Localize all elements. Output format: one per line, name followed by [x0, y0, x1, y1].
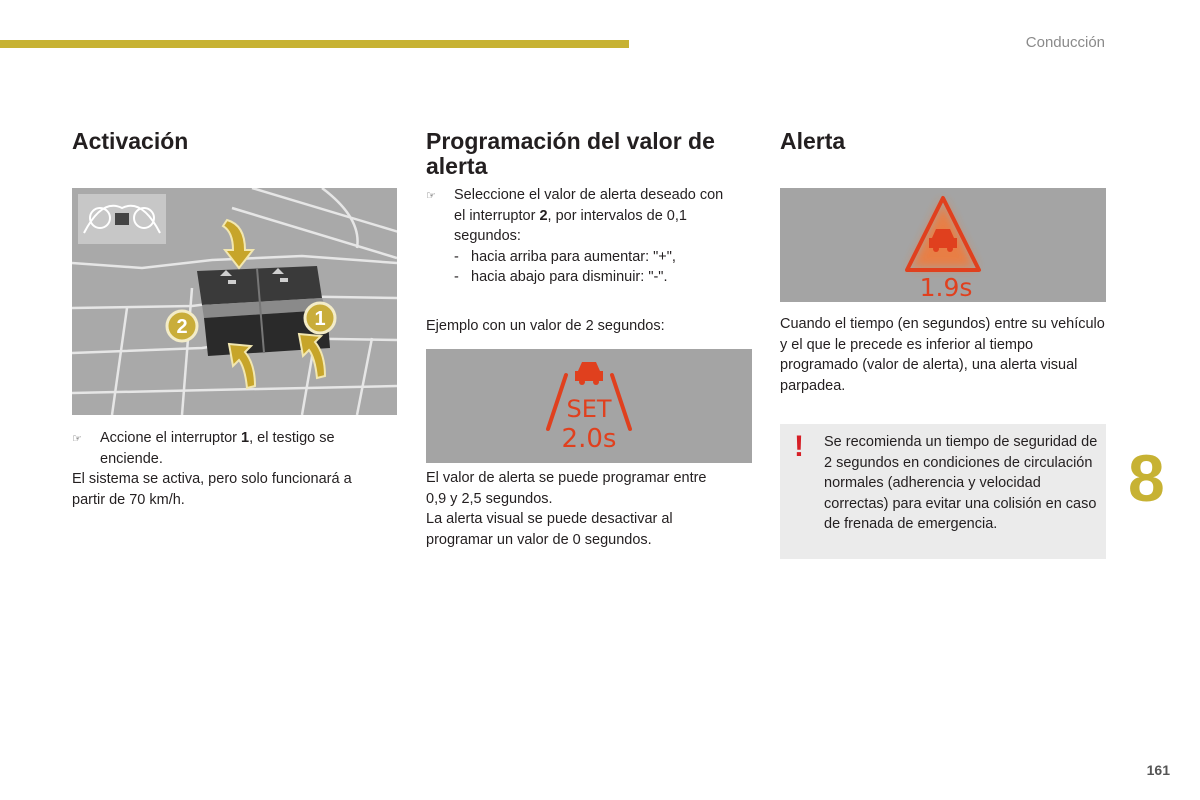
- chapter-number: 8: [1128, 441, 1165, 515]
- section-title: Conducción: [1025, 34, 1105, 51]
- set-value: 2.0s: [561, 424, 617, 454]
- safety-note: [780, 424, 1106, 559]
- switch-2-label: 2: [176, 316, 188, 338]
- activation-heading: Activación: [72, 128, 189, 154]
- alert-display-drawing: [780, 188, 1106, 302]
- bullet-hand-icon: ☞: [72, 433, 82, 445]
- page-number: 161: [1146, 762, 1170, 778]
- programming-instructions: [426, 185, 726, 288]
- set-display-image: [426, 349, 752, 463]
- dashboard-inset-drawing: [78, 194, 166, 244]
- set-label: SET: [566, 395, 612, 423]
- activation-bullet: ☞ Accione el interruptor 1, el testigo se enciende.: [72, 428, 382, 469]
- programming-bullet: ☞ Seleccione el valor de alerta deseado con el interruptor 2, por intervalos de 0,1 segundos:: [426, 185, 726, 247]
- safety-note-text: Se recomienda un tiempo de seguridad de 2 segundos en condiciones de circulación normales (adherencia y velocidad correctas) para evitar una colisión en caso de frenada de emergencia.: [824, 434, 1098, 532]
- alert-value: 1.9s: [919, 273, 973, 302]
- set-display-drawing: [426, 349, 752, 463]
- activation-text: [72, 428, 382, 510]
- decrease-item: - hacia abajo para disminuir: "-".: [454, 269, 668, 285]
- programming-notes: [426, 468, 726, 550]
- deactivate-paragraph: La alerta visual se puede desactivar al programar un valor de 0 segundos.: [426, 511, 673, 548]
- header-accent-bar: [0, 40, 629, 48]
- alert-paragraph: Cuando el tiempo (en segundos) entre su vehículo y el que le precede es inferior al tiempo programado (valor de alerta), una alerta visual parpadea.: [780, 316, 1105, 394]
- switch-1-label: 1: [314, 308, 326, 330]
- programming-heading: Programación del valor de alerta: [426, 128, 715, 179]
- alert-heading: Alerta: [780, 128, 846, 154]
- increase-item: - hacia arriba para aumentar: "+",: [454, 248, 676, 265]
- example-caption: Ejemplo con un valor de 2 segundos:: [426, 318, 665, 334]
- activation-paragraph: El sistema se activa, pero solo funcionará a partir de 70 km/h.: [72, 471, 352, 508]
- bullet-hand-icon: ☞: [426, 190, 436, 202]
- alert-display-image: [780, 188, 1106, 302]
- range-paragraph: El valor de alerta se puede programar entre 0,9 y 2,5 segundos.: [426, 470, 707, 507]
- warning-icon: !: [794, 430, 804, 463]
- dashboard-switches-drawing: [72, 188, 397, 415]
- car-icon: [575, 362, 603, 385]
- switch-illustration: [72, 188, 397, 415]
